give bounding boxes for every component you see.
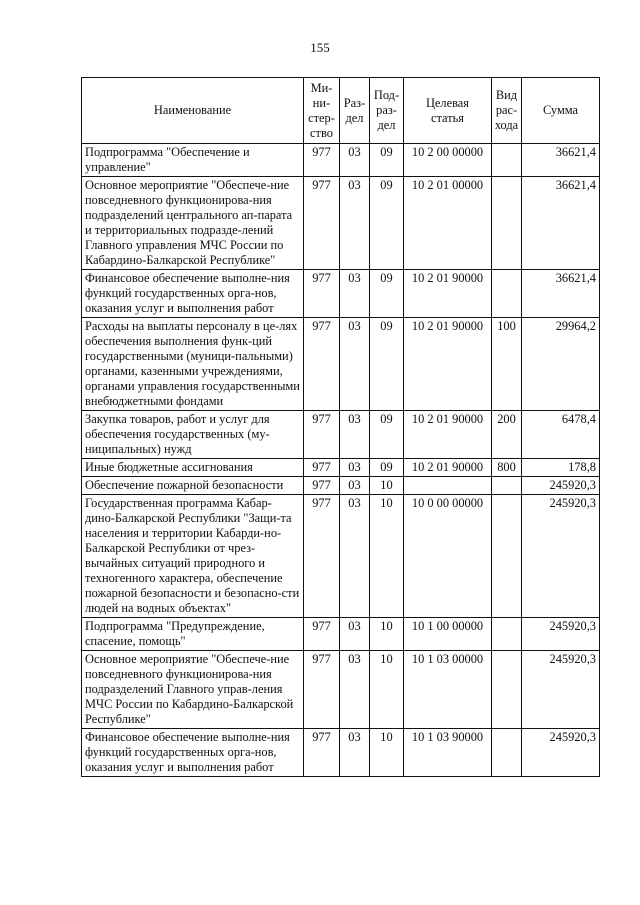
row-expense-type-cell bbox=[492, 729, 522, 777]
row-name-cell: Государственная программа Кабар-дино-Балкарской Республики "Защи-та населения и территории Кабарди-но-Балкарской Республики от чрез-вычайных ситуаций природного и техногенного характера, обеспечение пожарной безопасности и безопасно-сти людей на водных объектах" bbox=[82, 495, 304, 618]
table-row bbox=[82, 270, 600, 318]
table-header-row bbox=[82, 78, 600, 144]
row-amount-cell: 36621,4 bbox=[522, 177, 600, 270]
row-name-cell: Подпрограмма "Обеспечение и управление" bbox=[82, 144, 304, 177]
row-ministry-cell: 977 bbox=[304, 144, 340, 177]
row-subsection-cell: 10 bbox=[370, 618, 404, 651]
row-amount-cell: 29964,2 bbox=[522, 318, 600, 411]
row-target-cell: 10 1 03 00000 bbox=[404, 651, 492, 729]
row-section-cell: 03 bbox=[340, 477, 370, 495]
row-section-cell: 03 bbox=[340, 651, 370, 729]
row-amount-cell: 245920,3 bbox=[522, 618, 600, 651]
row-section-cell: 03 bbox=[340, 495, 370, 618]
row-subsection-cell: 10 bbox=[370, 477, 404, 495]
row-section-cell: 03 bbox=[340, 177, 370, 270]
row-ministry-cell: 977 bbox=[304, 477, 340, 495]
row-target-cell: 10 1 00 00000 bbox=[404, 618, 492, 651]
header-subsection: Под- раз- дел bbox=[370, 78, 404, 144]
row-section-cell: 03 bbox=[340, 729, 370, 777]
row-name-cell: Подпрограмма "Предупреждение, спасение, помощь" bbox=[82, 618, 304, 651]
row-name-cell: Обеспечение пожарной безопасности bbox=[82, 477, 304, 495]
row-subsection-cell: 10 bbox=[370, 495, 404, 618]
table-row bbox=[82, 177, 600, 270]
row-target-cell: 10 2 01 90000 bbox=[404, 318, 492, 411]
row-expense-type-cell bbox=[492, 177, 522, 270]
row-target-cell bbox=[404, 477, 492, 495]
table-row bbox=[82, 729, 600, 777]
row-expense-type-cell bbox=[492, 144, 522, 177]
row-amount-cell: 245920,3 bbox=[522, 651, 600, 729]
row-subsection-cell: 09 bbox=[370, 144, 404, 177]
row-amount-cell: 36621,4 bbox=[522, 144, 600, 177]
row-expense-type-cell bbox=[492, 270, 522, 318]
header-expense-type: Вид рас- хода bbox=[492, 78, 522, 144]
row-ministry-cell: 977 bbox=[304, 651, 340, 729]
row-target-cell: 10 2 01 90000 bbox=[404, 411, 492, 459]
budget-table bbox=[81, 77, 600, 777]
row-subsection-cell: 09 bbox=[370, 177, 404, 270]
row-target-cell: 10 2 01 90000 bbox=[404, 459, 492, 477]
row-name-cell: Финансовое обеспечение выполне-ния функций государственных орга-нов, оказания услуг и выполнения работ bbox=[82, 270, 304, 318]
table-row bbox=[82, 318, 600, 411]
row-target-cell: 10 0 00 00000 bbox=[404, 495, 492, 618]
row-ministry-cell: 977 bbox=[304, 411, 340, 459]
row-name-cell: Основное мероприятие "Обеспече-ние повседневного функционирова-ния подразделений Главного управ-ления МЧС России по Кабардино-Балкарской Республике" bbox=[82, 651, 304, 729]
row-subsection-cell: 09 bbox=[370, 459, 404, 477]
row-section-cell: 03 bbox=[340, 144, 370, 177]
row-expense-type-cell bbox=[492, 651, 522, 729]
row-ministry-cell: 977 bbox=[304, 729, 340, 777]
row-name-cell: Расходы на выплаты персоналу в це-лях обеспечения выполнения функ-ций государственными (муници-пальными) органами, казенными учреждениями, органами управления государственными внебюджетными фондами bbox=[82, 318, 304, 411]
row-target-cell: 10 2 01 00000 bbox=[404, 177, 492, 270]
header-target: Целевая статья bbox=[404, 78, 492, 144]
row-amount-cell: 245920,3 bbox=[522, 495, 600, 618]
row-name-cell: Основное мероприятие "Обеспече-ние повседневного функционирова-ния подразделений центрального ап-парата и территориальных подразде-лений Главного управления МЧС России по Кабардино-Балкарской Республике" bbox=[82, 177, 304, 270]
row-subsection-cell: 09 bbox=[370, 270, 404, 318]
row-target-cell: 10 2 00 00000 bbox=[404, 144, 492, 177]
row-name-cell: Закупка товаров, работ и услуг для обеспечения государственных (му-ниципальных) нужд bbox=[82, 411, 304, 459]
header-ministry: Ми- ни- стер- ство bbox=[304, 78, 340, 144]
row-section-cell: 03 bbox=[340, 459, 370, 477]
row-expense-type-cell bbox=[492, 477, 522, 495]
row-section-cell: 03 bbox=[340, 318, 370, 411]
row-subsection-cell: 09 bbox=[370, 411, 404, 459]
row-name-cell: Иные бюджетные ассигнования bbox=[82, 459, 304, 477]
page-number: 155 bbox=[310, 40, 330, 55]
row-expense-type-cell: 100 bbox=[492, 318, 522, 411]
header-name: Наименование bbox=[82, 78, 304, 144]
row-ministry-cell: 977 bbox=[304, 618, 340, 651]
row-ministry-cell: 977 bbox=[304, 270, 340, 318]
table-row bbox=[82, 495, 600, 618]
table-row bbox=[82, 618, 600, 651]
row-target-cell: 10 1 03 90000 bbox=[404, 729, 492, 777]
table-row bbox=[82, 459, 600, 477]
row-section-cell: 03 bbox=[340, 411, 370, 459]
row-amount-cell: 245920,3 bbox=[522, 729, 600, 777]
row-expense-type-cell: 800 bbox=[492, 459, 522, 477]
row-section-cell: 03 bbox=[340, 618, 370, 651]
row-expense-type-cell bbox=[492, 618, 522, 651]
row-ministry-cell: 977 bbox=[304, 177, 340, 270]
row-amount-cell: 245920,3 bbox=[522, 477, 600, 495]
row-subsection-cell: 10 bbox=[370, 651, 404, 729]
table-row bbox=[82, 144, 600, 177]
row-subsection-cell: 10 bbox=[370, 729, 404, 777]
row-section-cell: 03 bbox=[340, 270, 370, 318]
table-row bbox=[82, 477, 600, 495]
table-row bbox=[82, 411, 600, 459]
header-amount: Сумма bbox=[522, 78, 600, 144]
row-ministry-cell: 977 bbox=[304, 318, 340, 411]
row-ministry-cell: 977 bbox=[304, 459, 340, 477]
table-row bbox=[82, 651, 600, 729]
row-ministry-cell: 977 bbox=[304, 495, 340, 618]
row-amount-cell: 178,8 bbox=[522, 459, 600, 477]
row-name-cell: Финансовое обеспечение выполне-ния функций государственных орга-нов, оказания услуг и выполнения работ bbox=[82, 729, 304, 777]
row-expense-type-cell bbox=[492, 495, 522, 618]
row-amount-cell: 6478,4 bbox=[522, 411, 600, 459]
row-expense-type-cell: 200 bbox=[492, 411, 522, 459]
row-amount-cell: 36621,4 bbox=[522, 270, 600, 318]
row-target-cell: 10 2 01 90000 bbox=[404, 270, 492, 318]
header-section: Раз- дел bbox=[340, 78, 370, 144]
row-subsection-cell: 09 bbox=[370, 318, 404, 411]
